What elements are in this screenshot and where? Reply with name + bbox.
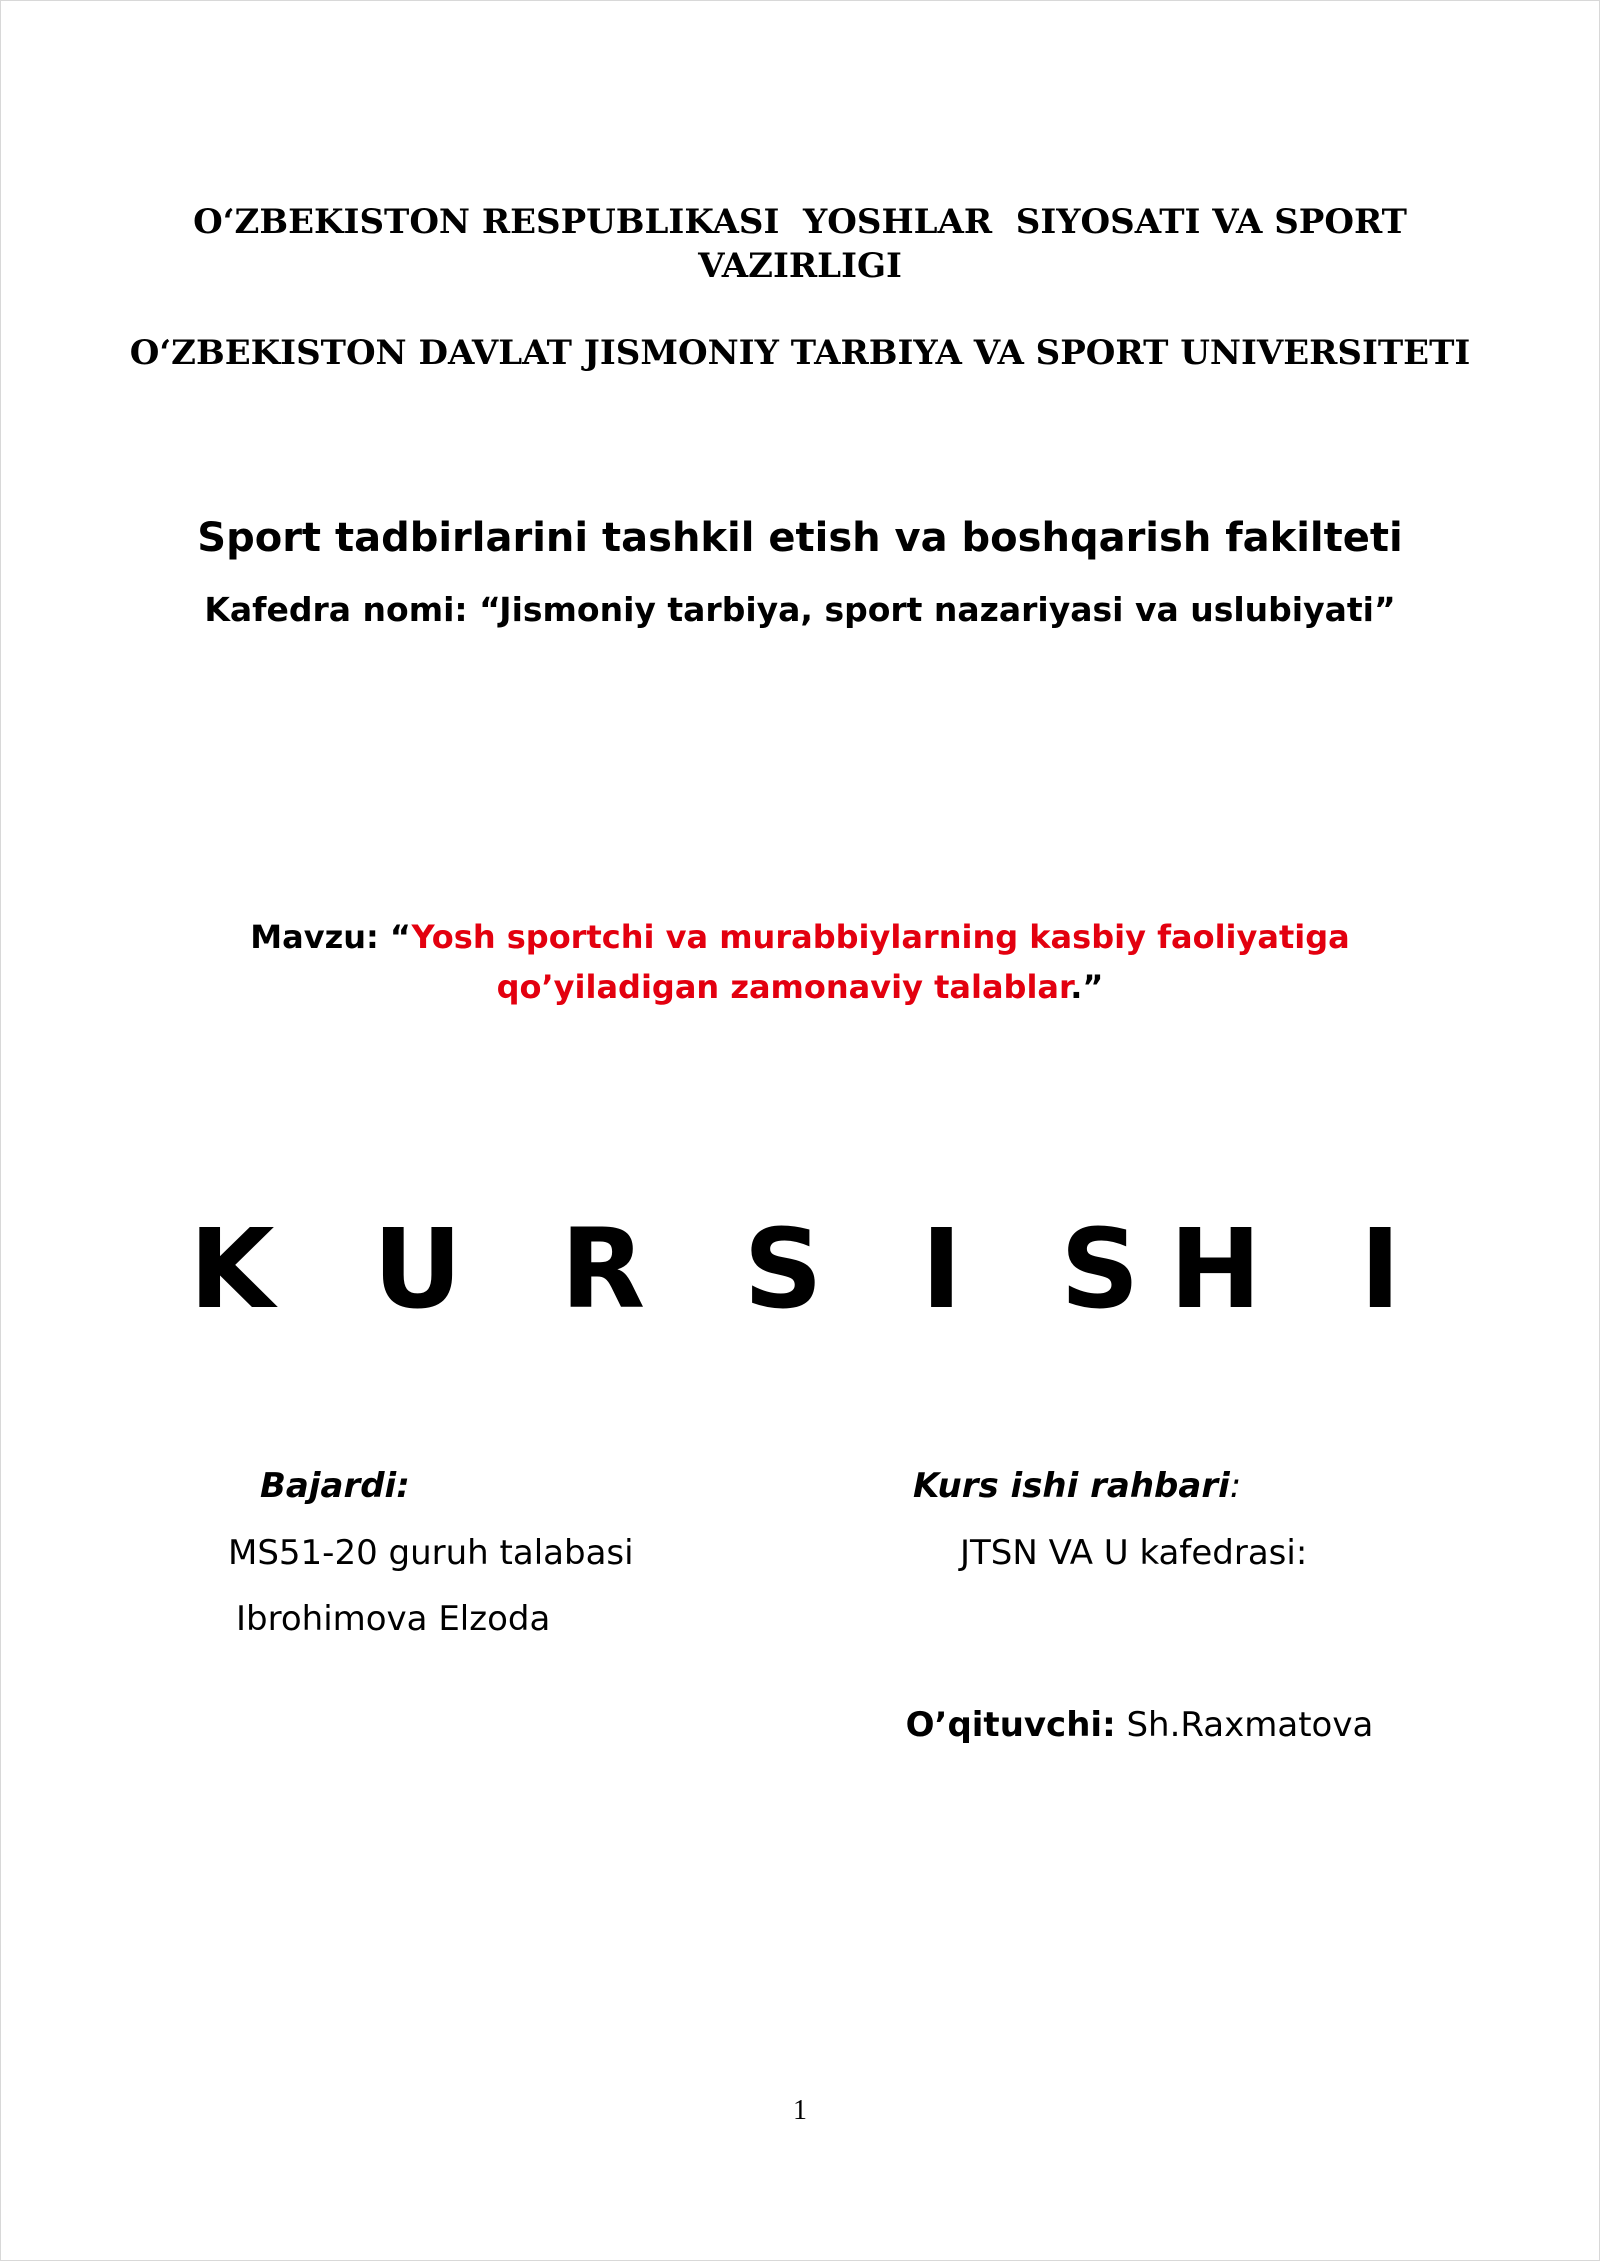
topic-line-1	[0, 912, 1600, 962]
topic-title-line-2: qo’yiladigan zamonaviy talablar	[496, 968, 1071, 1006]
topic-line-2	[0, 962, 1600, 1012]
page-number: 1	[793, 2095, 807, 2126]
teacher-label: O’qituvchi:	[905, 1705, 1116, 1745]
teacher-name: Sh.Raxmatova	[1115, 1705, 1374, 1745]
supervisor-label: Kurs ishi rahbari	[913, 1466, 1230, 1506]
ministry-line-1: O‘ZBEKISTON RESPUBLIKASI YOSHLAR SIYOSATI VA SPORT	[193, 202, 1407, 242]
university-heading: O‘ZBEKISTON DAVLAT JISMONIY TARBIYA VA SPORT UNIVERSITETI	[129, 333, 1471, 373]
supervisor-label-block	[913, 1466, 1241, 1506]
document-title	[0, 1205, 1600, 1333]
department-heading: Kafedra nomi: “Jismoniy tarbiya, sport nazariyasi va uslubiyati”	[204, 590, 1396, 629]
document-title-text: K U R S I SH I	[189, 1205, 1431, 1333]
supervisor-colon: :	[1229, 1466, 1242, 1506]
performer-group: MS51-20 guruh talabasi	[228, 1533, 634, 1573]
performer-label: Bajardi:	[260, 1466, 410, 1506]
topic-block	[0, 912, 1600, 1012]
performer-name: Ibrohimova Elzoda	[236, 1599, 551, 1639]
topic-closing: .”	[1070, 968, 1104, 1006]
topic-title-line-1: Yosh sportchi va murabbiylarning kasbiy faoliyatiga	[411, 918, 1350, 956]
faculty-heading: Sport tadbirlarini tashkil etish va boshqarish fakilteti	[197, 515, 1403, 561]
supervisor-department: JTSN VA U kafedrasi:	[960, 1533, 1308, 1573]
supervisor-teacher	[884, 1665, 1373, 1745]
topic-label: Mavzu: “	[250, 918, 412, 956]
ministry-heading	[0, 200, 1600, 288]
ministry-line-2: VAZIRLIGI	[698, 246, 902, 286]
